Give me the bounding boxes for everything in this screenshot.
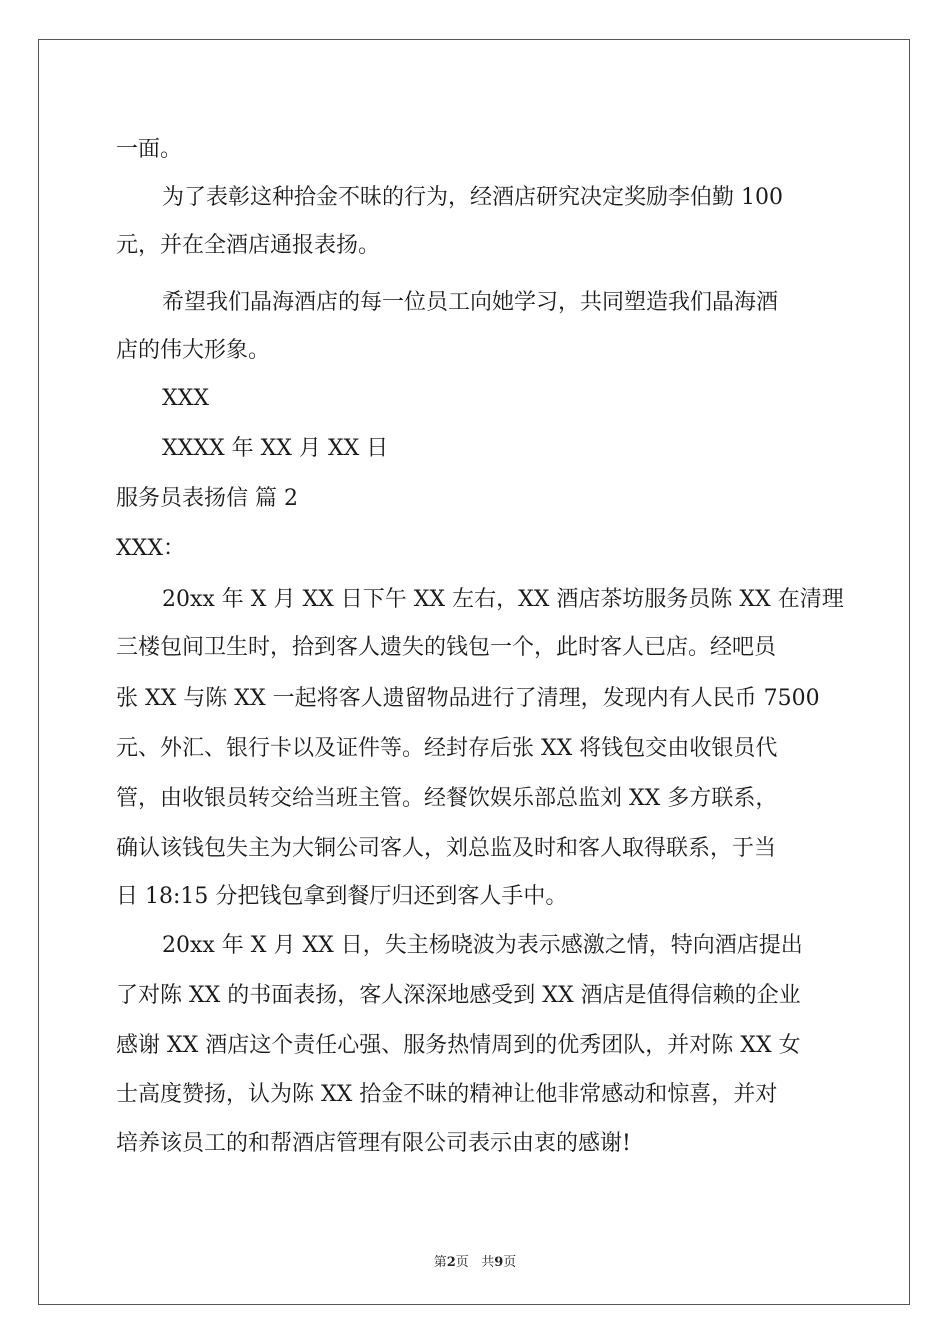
text-line: 元、外汇、银行卡以及证件等。经封存后张 XX 将钱包交由收银员代 (116, 736, 778, 761)
footer-total-unit: 页 (503, 1255, 517, 1270)
text-line: 一面。 (116, 137, 183, 162)
text-line: 确认该钱包失主为大铜公司客人，刘总监及时和客人取得联系，于当 (116, 836, 777, 861)
page-footer (0, 1251, 950, 1270)
text-line: 20xx 年 X 月 XX 日，失主杨晓波为表示感激之情，特向酒店提出 (162, 933, 803, 958)
footer-prefix: 第 (433, 1255, 447, 1270)
text-line: 为了表彰这种拾金不昧的行为，经酒店研究决定奖励李伯勤 100 (162, 185, 783, 210)
text-line: 三楼包间卫生时，拾到客人遗失的钱包一个，此时客人已店。经吧员 (116, 635, 777, 660)
text-line: 士高度赞扬，认为陈 XX 拾金不昧的精神让他非常感动和惊喜，并对 (116, 1082, 778, 1107)
page-border (38, 39, 910, 1305)
text-line: 20xx 年 X 月 XX 日下午 XX 左右，XX 酒店茶坊服务员陈 XX 在清理 (162, 587, 844, 612)
text-line: 希望我们晶海酒店的每一位员工向她学习，共同塑造我们晶海酒 (162, 290, 779, 315)
text-line: 店的伟大形象。 (116, 338, 271, 363)
text-line: 日 18:15 分把钱包拿到餐厅归还到客人手中。 (116, 884, 568, 909)
footer-total-prefix: 共 (481, 1255, 495, 1270)
footer-page-unit: 页 (455, 1255, 469, 1270)
text-line: 感谢 XX 酒店这个责任心强、服务热情周到的优秀团队，并对陈 XX 女 (116, 1033, 801, 1058)
text-line: 张 XX 与陈 XX 一起将客人遗留物品进行了清理，发现内有人民币 7500 (116, 686, 820, 711)
signature-name: XXX (162, 386, 209, 411)
current-page-number: 2 (446, 1255, 456, 1270)
text-line: 了对陈 XX 的书面表扬，客人深深地感受到 XX 酒店是值得信赖的企业 (116, 983, 801, 1008)
text-line: 培养该员工的和帮酒店管理有限公司表示由衷的感谢! (116, 1131, 631, 1156)
section-heading: 服务员表扬信 篇 2 (116, 486, 298, 511)
signature-date: XXXX 年 XX 月 XX 日 (162, 436, 389, 461)
total-page-count: 9 (494, 1255, 504, 1270)
salutation: XXX： (116, 536, 185, 561)
text-line: 元，并在全酒店通报表扬。 (116, 233, 381, 258)
text-line: 管，由收银员转交给当班主管。经餐饮娱乐部总监刘 XX 多方联系， (116, 786, 778, 811)
